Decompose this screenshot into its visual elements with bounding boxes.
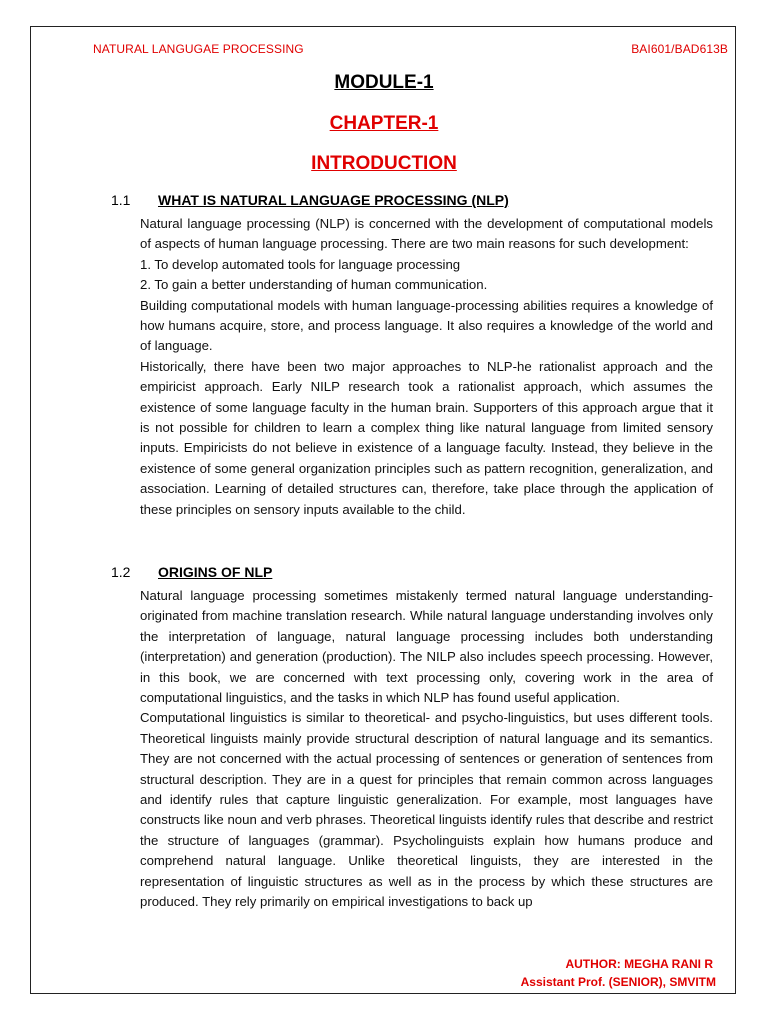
footer-author: AUTHOR: MEGHA RANI R xyxy=(565,957,713,971)
introduction-title: INTRODUCTION xyxy=(311,153,457,174)
section-title: ORIGINS OF NLP xyxy=(158,564,273,580)
module-title: MODULE-1 xyxy=(334,72,434,93)
section-1-1-body xyxy=(140,214,713,520)
header-course-code: BAI601/BAD613B xyxy=(631,42,728,56)
paragraph: Natural language processing sometimes mistakenly termed natural language understanding-originated from machine translation research. While natural language understanding involves only the interpretation of language, natural language processing includes both understanding (interpretation) and generation (production). The NILP also includes speech processing. However, in this book, we are concerned with text processing only, covering work in the area of computational linguistics, and the tasks in which NLP has found useful application. xyxy=(140,588,713,706)
paragraph: Building computational models with human language-processing abilities requires a knowledge of how humans acquire, store, and process language. It also requires a knowledge of the world and of language. xyxy=(140,297,713,354)
footer-designation: Assistant Prof. (SENIOR), SMVITM xyxy=(520,975,716,989)
section-heading-1-2 xyxy=(111,564,272,580)
section-number: 1.1 xyxy=(111,192,131,208)
header-course-title: NATURAL LANGUGAE PROCESSING xyxy=(93,42,304,56)
section-number: 1.2 xyxy=(111,564,131,580)
section-1-2-body xyxy=(140,586,713,913)
chapter-title: CHAPTER-1 xyxy=(329,113,439,134)
paragraph: Natural language processing (NLP) is concerned with the development of computational models of aspects of human language processing. There are two main reasons for such development: xyxy=(140,216,713,252)
section-heading-1-1 xyxy=(111,192,509,208)
list-item: 2. To gain a better understanding of human communication. xyxy=(140,277,488,293)
paragraph: Historically, there have been two major approaches to NLP-he rationalist approach and the empiricist approach. Early NILP research took a rationalist approach, which assumes the existence of some language faculty in the human brain. Supporters of this approach argue that it is not possible for children to learn a complex thing like natural language from limited sensory inputs. Empiricists do not believe in existence of a language faculty. Instead, they believe in the existence of some general organization principles such as pattern recognition, generalization, and association. Learning of detailed structures can, therefore, take place through the application of these principles on sensory inputs available to the child. xyxy=(140,358,713,517)
section-title: WHAT IS NATURAL LANGUAGE PROCESSING (NLP) xyxy=(158,192,509,208)
paragraph: Computational linguistics is similar to theoretical- and psycho-linguistics, but uses different tools. Theoretical linguists mainly provide structural description of natural language and its semantics. They are not concerned with the actual processing of sentences or generation of sentences from structural description. They are in a quest for principles that remain common across languages and identify rules that capture linguistic generalization. For example, most languages have constructs like noun and verb phrases. Theoretical linguists identify rules that describe and restrict the structure of languages (grammar). Psycholinguists explain how humans produce and comprehend natural language. Unlike theoretical linguists, they are interested in the representation of linguistic structures as well as in the process by which these structures are produced. They rely primarily on empirical investigations to back up xyxy=(140,710,713,910)
list-item: 1. To develop automated tools for language processing xyxy=(140,256,461,272)
